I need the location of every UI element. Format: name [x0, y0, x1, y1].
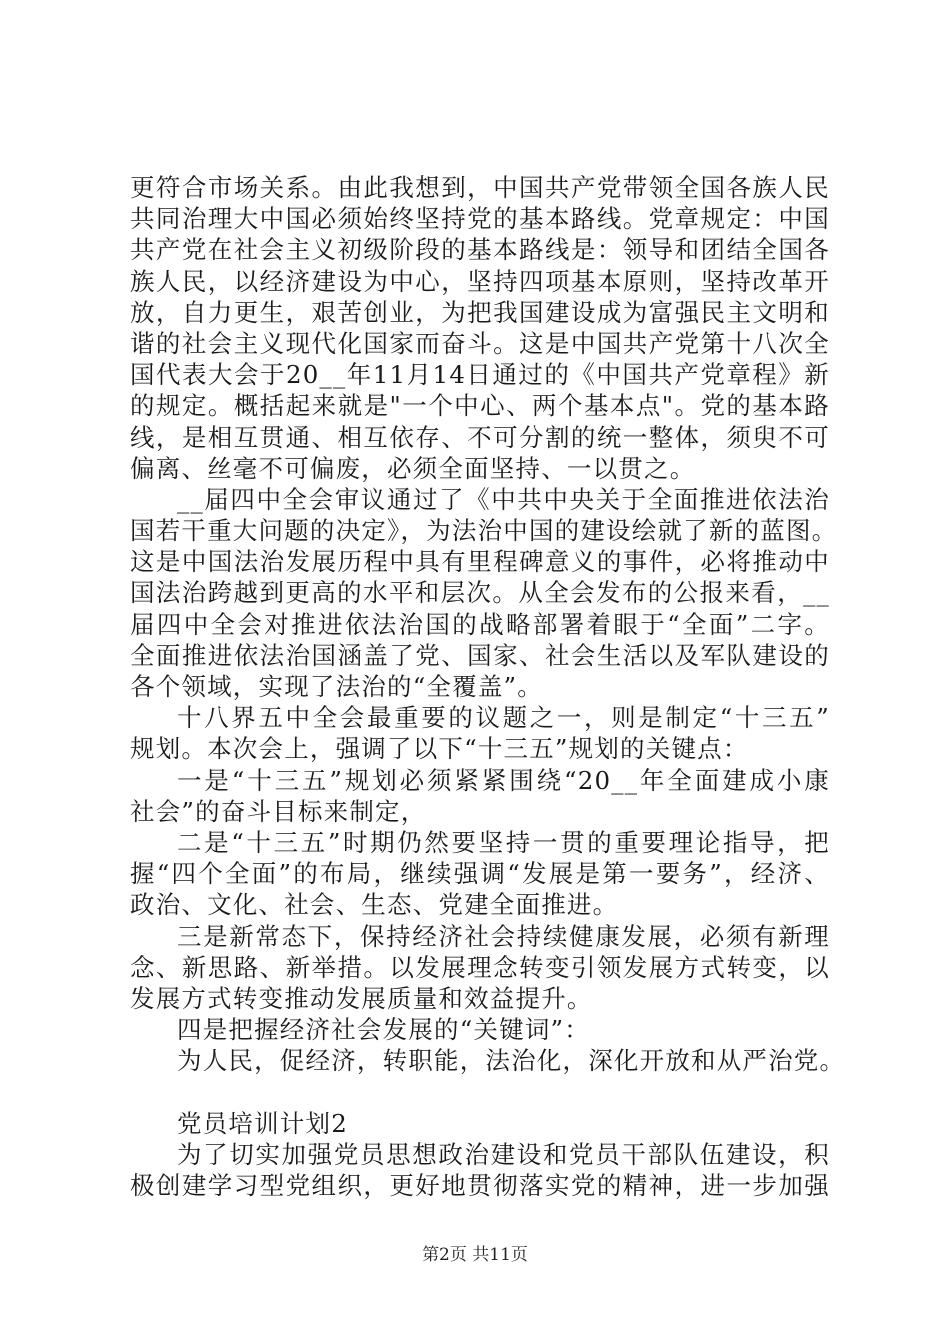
text-line: 谐的社会主义现代化国家而奋斗。这是中国共产党第十八次全 — [130, 328, 830, 358]
text-line: 偏离、丝毫不可偏废，必须全面坚持、一以贯之。 — [130, 453, 696, 483]
text-line: 届四中全会对推进依法治国的战略部署着眼于“全面”二字。 — [130, 609, 830, 639]
text-line: 十八界五中全会最重要的议题之一，则是制定“十三五” — [177, 703, 830, 733]
text-line: 发展方式转变推动发展质量和效益提升。 — [130, 983, 593, 1013]
text-line: 全面推进依法治国涵盖了党、国家、社会生活以及军队建设的 — [130, 640, 830, 670]
blank-line — [130, 1076, 830, 1107]
text-line: 四是把握经济社会发展的“关键词”： — [177, 1015, 590, 1045]
text-line: 社会”的奋斗目标来制定， — [130, 796, 427, 826]
text-line: 念、新思路、新举措。以发展理念转变引领发展方式转变，以 — [130, 952, 830, 982]
text-line: 国若干重大问题的决定》，为法治中国的建设绘就了新的蓝图。 — [130, 516, 838, 546]
text-line: 一是“十三五”规划必须紧紧围绕“20__年全面建成小康 — [177, 765, 830, 795]
text-line: 族人民，以经济建设为中心，坚持四项基本原则，坚持改革开 — [130, 266, 830, 296]
paragraph-block — [130, 172, 846, 1076]
document-body — [130, 172, 846, 1201]
text-line: 三是新常态下，保持经济社会持续健康发展，必须有新理 — [177, 921, 830, 951]
text-line: 各个领域，实现了法治的“全覆盖”。 — [130, 672, 543, 701]
text-line: 更符合市场关系。由此我想到，中国共产党带领全国各族人民 — [130, 173, 830, 202]
text-line: 二是“十三五”时期仍然要坚持一贯的重要理论指导，把 — [177, 827, 830, 857]
text-line: 极创建学习型党组织，更好地贯彻落实党的精神，进一步加强 — [130, 1171, 830, 1200]
text-line: 的规定。概括起来就是"一个中心、两个基本点"。党的基本路 — [130, 391, 830, 421]
text-line: 共产党在社会主义初级阶段的基本路线是：领导和团结全国各 — [130, 235, 830, 265]
text-line: 共同治理大中国必须始终坚持党的基本路线。党章规定：中国 — [130, 204, 830, 234]
text-line: __届四中全会审议通过了《中共中央关于全面推进依法治 — [177, 484, 830, 514]
text-line: 线，是相互贯通、相互依存、不可分割的统一整体，须臾不可 — [130, 422, 830, 452]
text-line: 为人民，促经济，转职能，法治化，深化开放和从严治党。 — [177, 1046, 846, 1076]
page-number-footer: 第2页 共11页 — [422, 1245, 528, 1265]
section-title: 党员培训计划2 — [177, 1108, 348, 1138]
text-line: 为了切实加强党员思想政治建设和党员干部队伍建设，积 — [177, 1139, 830, 1169]
text-line: 规划。本次会上，强调了以下“十三五”规划的关键点： — [130, 734, 749, 764]
paragraph-block — [130, 1139, 830, 1201]
text-line: 国法治跨越到更高的水平和层次。从全会发布的公报来看，__ — [130, 578, 830, 608]
text-line: 这是中国法治发展历程中具有里程碑意义的事件，必将推动中 — [130, 547, 830, 577]
text-line: 政治、文化、社会、生态、党建全面推进。 — [130, 890, 619, 920]
text-line: 放，自力更生，艰苦创业，为把我国建设成为富强民主文明和 — [130, 297, 830, 327]
text-line: 握“四个全面”的布局，继续强调“发展是第一要务”，经济、 — [130, 859, 830, 889]
text-line: 国代表大会于20__年11月14日通过的《中国共产党章程》新 — [130, 360, 830, 390]
